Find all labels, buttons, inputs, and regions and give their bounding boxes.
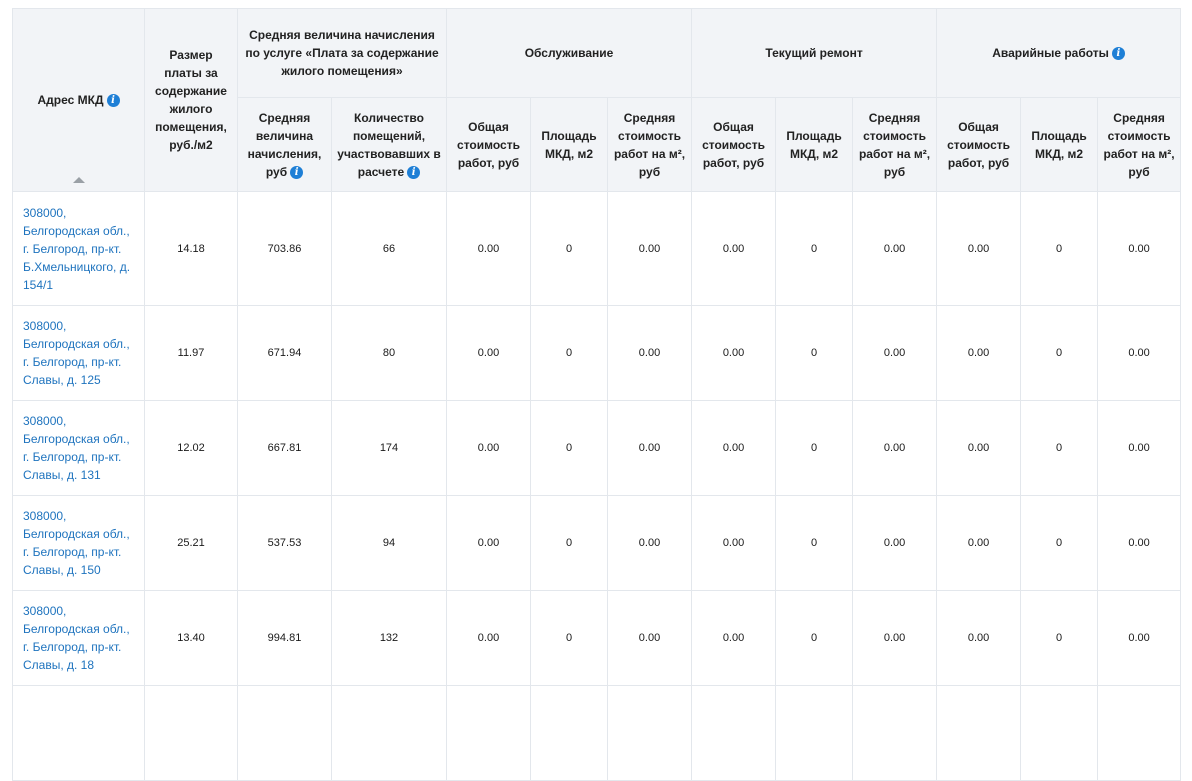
emergency-cost-per-m2-cell: 0.00 [1098,591,1181,686]
empty-cell [531,686,608,781]
emergency-total-cost-cell: 0.00 [937,192,1021,306]
header-repair-area: Площадь МКД, м2 [776,98,853,192]
info-icon[interactable]: i [290,166,303,179]
table-row [13,496,1181,591]
header-rooms-count-label: Количество помещений, участвовавших в расчете [337,110,441,179]
emergency-total-cost-cell: 0.00 [937,401,1021,496]
repair-area-cell: 0 [776,401,853,496]
repair-cost-per-m2-cell: 0.00 [853,496,937,591]
avg-cell: 994.81 [238,591,332,686]
rate-cell: 25.21 [145,496,238,591]
emergency-cost-per-m2-cell: 0.00 [1098,401,1181,496]
empty-cell [447,686,531,781]
avg-cell: 671.94 [238,306,332,401]
header-emergency-total-cost: Общая стоимость работ, руб [937,98,1021,192]
service-area-cell: 0 [531,496,608,591]
rate-cell: 11.97 [145,306,238,401]
emergency-area-cell: 0 [1021,306,1098,401]
rate-cell: 14.18 [145,192,238,306]
count-cell: 94 [332,496,447,591]
service-total-cost-cell: 0.00 [447,496,531,591]
repair-area-cell: 0 [776,496,853,591]
header-repair-cost-per-m2: Средняя стоимость работ на м², руб [853,98,937,192]
service-cost-per-m2-cell: 0.00 [608,591,692,686]
service-cost-per-m2-cell: 0.00 [608,401,692,496]
emergency-area-cell: 0 [1021,192,1098,306]
count-cell: 66 [332,192,447,306]
service-total-cost-cell: 0.00 [447,401,531,496]
header-rooms-count [332,98,447,192]
table-row [13,306,1181,401]
empty-cell [1021,686,1098,781]
repair-cost-per-m2-cell: 0.00 [853,401,937,496]
address-link[interactable]: 308000, Белгородская обл., г. Белгород, пр-кт. Славы, д. 18 [13,591,145,686]
header-emergency-cost-per-m2: Средняя стоимость работ на м², руб [1098,98,1181,192]
service-total-cost-cell: 0.00 [447,192,531,306]
header-address[interactable] [13,9,145,192]
avg-cell: 703.86 [238,192,332,306]
empty-cell [238,686,332,781]
info-icon[interactable]: i [1112,47,1125,60]
header-repair-total-cost: Общая стоимость работ, руб [692,98,776,192]
address-link[interactable]: 308000, Белгородская обл., г. Белгород, пр-кт. Б.Хмельницкого, д. 154/1 [13,192,145,306]
header-group-service: Обслуживание [447,9,692,98]
count-cell: 174 [332,401,447,496]
emergency-total-cost-cell: 0.00 [937,496,1021,591]
address-link[interactable]: 308000, Белгородская обл., г. Белгород, пр-кт. Славы, д. 131 [13,401,145,496]
repair-cost-per-m2-cell: 0.00 [853,192,937,306]
emergency-area-cell: 0 [1021,591,1098,686]
repair-cost-per-m2-cell: 0.00 [853,306,937,401]
count-cell: 80 [332,306,447,401]
empty-cell [692,686,776,781]
address-link[interactable]: 308000, Белгородская обл., г. Белгород, пр-кт. Славы, д. 125 [13,306,145,401]
header-group-repair: Текущий ремонт [692,9,937,98]
header-avg-group: Средняя величина начисления по услуге «Плата за содержание жилого помещения» [238,9,447,98]
empty-cell [608,686,692,781]
sort-ascending-icon[interactable] [73,177,85,183]
service-area-cell: 0 [531,192,608,306]
header-service-total-cost: Общая стоимость работ, руб [447,98,531,192]
emergency-cost-per-m2-cell: 0.00 [1098,306,1181,401]
repair-total-cost-cell: 0.00 [692,496,776,591]
header-service-area: Площадь МКД, м2 [531,98,608,192]
header-group-emergency-label: Аварийные работы [992,46,1109,60]
service-total-cost-cell: 0.00 [447,306,531,401]
empty-cell [776,686,853,781]
empty-cell [937,686,1021,781]
repair-total-cost-cell: 0.00 [692,192,776,306]
repair-area-cell: 0 [776,591,853,686]
header-emergency-area: Площадь МКД, м2 [1021,98,1098,192]
header-avg-value-label: Средняя величина начисления, руб [247,110,322,179]
table-row [13,686,1181,781]
service-total-cost-cell: 0.00 [447,591,531,686]
empty-cell [13,686,145,781]
service-cost-per-m2-cell: 0.00 [608,496,692,591]
table-row [13,192,1181,306]
table-row [13,591,1181,686]
rate-cell: 13.40 [145,591,238,686]
address-link[interactable]: 308000, Белгородская обл., г. Белгород, пр-кт. Славы, д. 150 [13,496,145,591]
emergency-total-cost-cell: 0.00 [937,591,1021,686]
repair-total-cost-cell: 0.00 [692,306,776,401]
rate-cell: 12.02 [145,401,238,496]
emergency-cost-per-m2-cell: 0.00 [1098,192,1181,306]
empty-cell [853,686,937,781]
header-address-label: Адрес МКД [37,93,104,107]
info-icon[interactable]: i [107,94,120,107]
table-row [13,401,1181,496]
header-avg-value [238,98,332,192]
repair-area-cell: 0 [776,306,853,401]
avg-cell: 537.53 [238,496,332,591]
avg-cell: 667.81 [238,401,332,496]
header-rate: Размер платы за содержание жилого помещения, руб./м2 [145,9,238,192]
emergency-area-cell: 0 [1021,401,1098,496]
emergency-cost-per-m2-cell: 0.00 [1098,496,1181,591]
count-cell: 132 [332,591,447,686]
repair-cost-per-m2-cell: 0.00 [853,591,937,686]
repair-total-cost-cell: 0.00 [692,401,776,496]
service-area-cell: 0 [531,591,608,686]
emergency-area-cell: 0 [1021,496,1098,591]
empty-cell [145,686,238,781]
repair-area-cell: 0 [776,192,853,306]
info-icon[interactable]: i [407,166,420,179]
empty-cell [332,686,447,781]
repair-total-cost-cell: 0.00 [692,591,776,686]
service-area-cell: 0 [531,401,608,496]
mkd-table [12,8,1181,781]
service-cost-per-m2-cell: 0.00 [608,306,692,401]
service-cost-per-m2-cell: 0.00 [608,192,692,306]
emergency-total-cost-cell: 0.00 [937,306,1021,401]
empty-cell [1098,686,1181,781]
header-group-emergency [937,9,1181,98]
header-service-cost-per-m2: Средняя стоимость работ на м², руб [608,98,692,192]
service-area-cell: 0 [531,306,608,401]
